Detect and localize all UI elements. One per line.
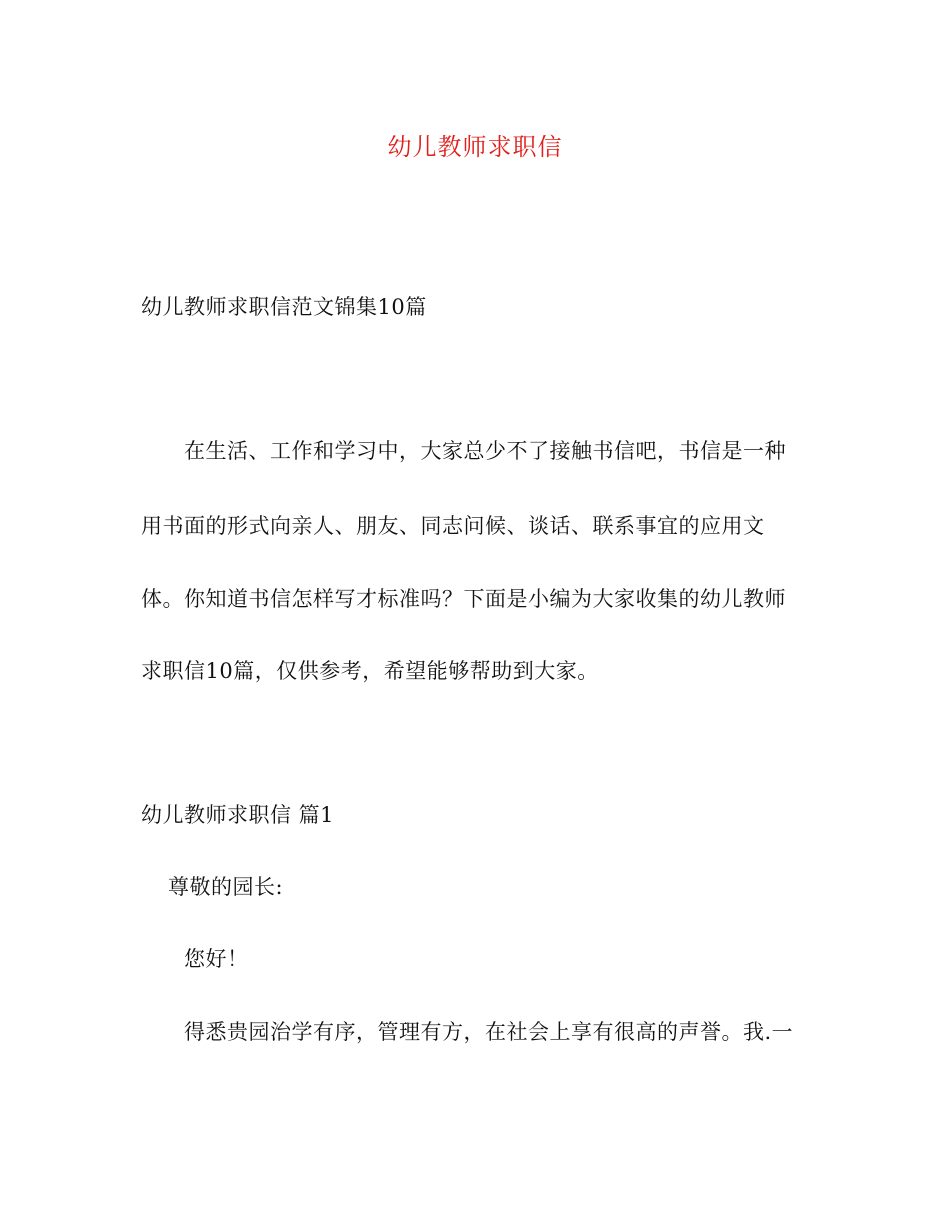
greeting: 您好！ xyxy=(184,947,249,971)
intro-line-1: 在生活、工作和学习中，大家总少不了接触书信吧，书信是一种 xyxy=(184,439,786,463)
document-title: 幼儿教师求职信 xyxy=(387,133,563,161)
salutation: 尊敬的园长: xyxy=(168,875,284,899)
body-paragraph-line: 得悉贵园治学有序，管理有方，在社会上享有很高的声誉。我.一 xyxy=(184,1020,794,1044)
intro-line-4: 求职信10篇，仅供参考，希望能够帮助到大家。 xyxy=(141,659,599,683)
intro-line-2: 用书面的形式向亲人、朋友、同志问候、谈话、联系事宜的应用文 xyxy=(141,514,765,538)
section-heading: 幼儿教师求职信 篇1 xyxy=(141,803,335,827)
document-subtitle: 幼儿教师求职信范文锦集10篇 xyxy=(141,295,427,319)
intro-line-3: 体。你知道书信怎样写才标准吗？下面是小编为大家收集的幼儿教师 xyxy=(141,587,786,611)
